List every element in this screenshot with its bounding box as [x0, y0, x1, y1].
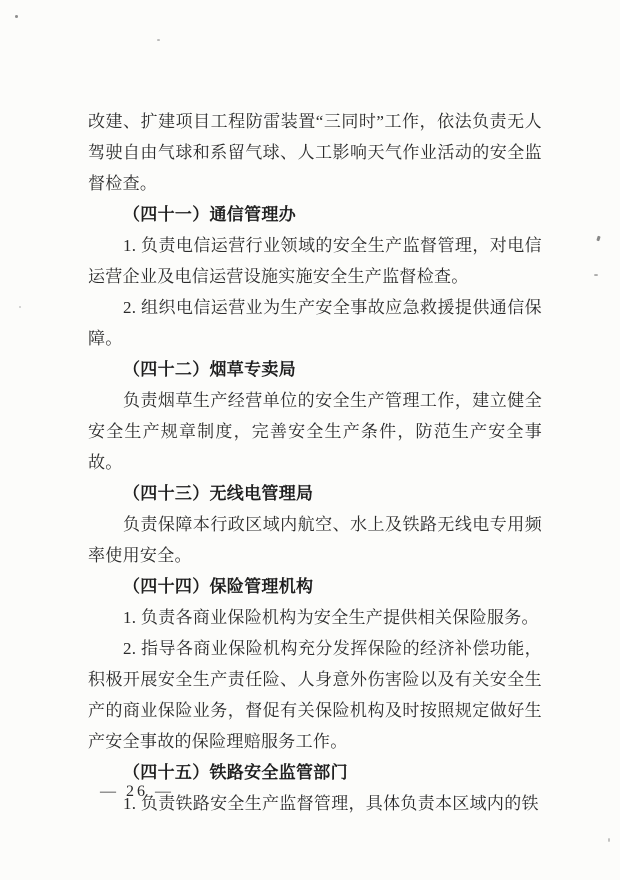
paragraph-45-item-1-partial: 1. 负责铁路安全生产监督管理，具体负责本区域内的铁: [123, 794, 539, 813]
paragraph-continuation: 改建、扩建项目工程防雷装置“三同时”工作，依法负责无人驾驶自由气球和系留气球、人工影响天气作业活动的安全监督检查。: [88, 112, 542, 193]
paragraph-41-item-2: 2. 组织电信运营业为生产安全事故应急救援提供通信保障。: [88, 298, 542, 348]
scan-artifact: [608, 838, 610, 842]
scan-artifact: [19, 306, 21, 308]
paragraph-44-item-1: 1. 负责各商业保险机构为安全生产提供相关保险服务。: [123, 608, 539, 627]
paragraph-43-body: 负责保障本行政区域内航空、水上及铁路无线电专用频率使用安全。: [88, 515, 542, 565]
paragraph-44-item-2: 2. 指导各商业保险机构充分发挥保险的经济补偿功能，积极开展安全生产责任险、人身意外伤害险以及有关安全生产的商业保险业务，督促有关保险机构及时按照规定做好生产安全事故的保险理赔服务工作。: [88, 639, 542, 751]
document-body: [88, 106, 542, 819]
scan-artifact: [157, 39, 160, 41]
section-heading-42: （四十二）烟草专卖局: [123, 360, 296, 379]
scan-artifact: [594, 274, 598, 276]
scan-artifact: [15, 15, 18, 18]
page-number: — 26 —: [100, 783, 174, 800]
section-heading-45: （四十五）铁路安全监管部门: [123, 763, 348, 782]
section-heading-41: （四十一）通信管理办: [123, 205, 296, 224]
paragraph-42-body: 负责烟草生产经营单位的安全生产管理工作，建立健全安全生产规章制度，完善安全生产条件，防范生产安全事故。: [88, 391, 542, 472]
section-heading-43: （四十三）无线电管理局: [123, 484, 314, 503]
section-heading-44: （四十四）保险管理机构: [123, 577, 314, 596]
paragraph-41-item-1: 1. 负责电信运营行业领域的安全生产监督管理，对电信运营企业及电信运营设施实施安全生产监督检查。: [88, 236, 542, 286]
scan-artifact: [596, 236, 600, 242]
